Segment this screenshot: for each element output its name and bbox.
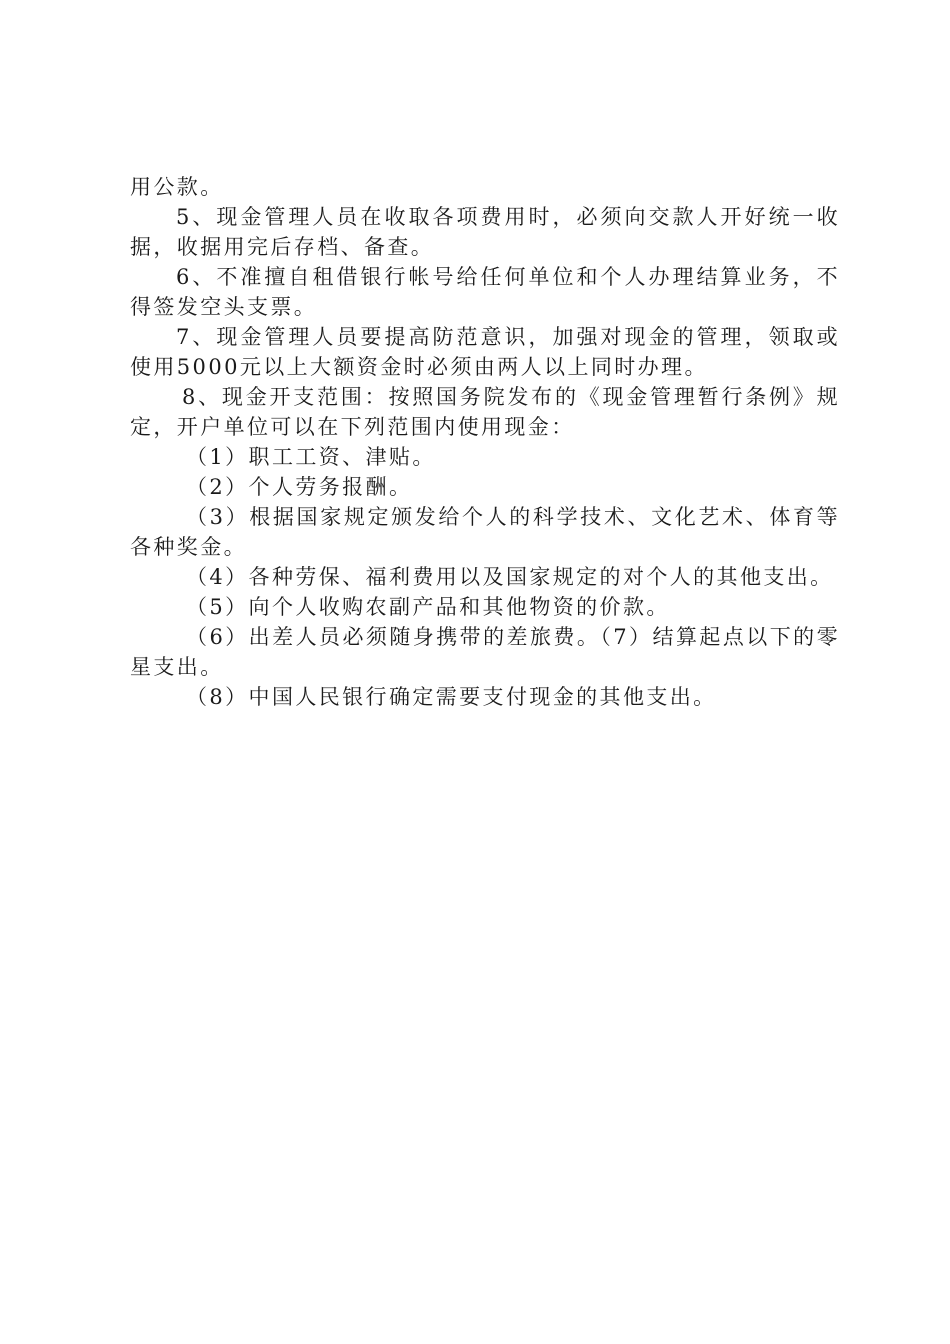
list-item-8: （8）中国人民银行确定需要支付现金的其他支出。 (186, 685, 717, 709)
list-item-6-7: （6）出差人员必须随身携带的差旅费。（7）结算起点以下的零星支出。 (130, 625, 840, 679)
list-item-3: （3）根据国家规定颁发给个人的科学技术、文化艺术、体育等各种奖金。 (130, 505, 840, 559)
list-item-1: （1）职工工资、津贴。 (186, 445, 436, 469)
list-item-2: （2）个人劳务报酬。 (186, 475, 413, 499)
paragraph-item-7: 7、现金管理人员要提高防范意识，加强对现金的管理，领取或使用5000元以上大额资金时必须由两人以上同时办理。 (130, 325, 840, 379)
paragraph-continuation: 用公款。 (130, 175, 224, 199)
list-item-5: （5）向个人收购农副产品和其他物资的价款。 (186, 595, 670, 619)
document-body (130, 172, 840, 712)
paragraph-item-5: 5、现金管理人员在收取各项费用时，必须向交款人开好统一收据，收据用完后存档、备查。 (130, 205, 840, 259)
list-item-4: （4）各种劳保、福利费用以及国家规定的对个人的其他支出。 (186, 565, 834, 589)
paragraph-item-8: 8、现金开支范围：按照国务院发布的《现金管理暂行条例》规定，开户单位可以在下列范围内使用现金： (130, 385, 840, 439)
paragraph-item-6: 6、不准擅自租借银行帐号给任何单位和个人办理结算业务，不得签发空头支票。 (130, 265, 840, 319)
